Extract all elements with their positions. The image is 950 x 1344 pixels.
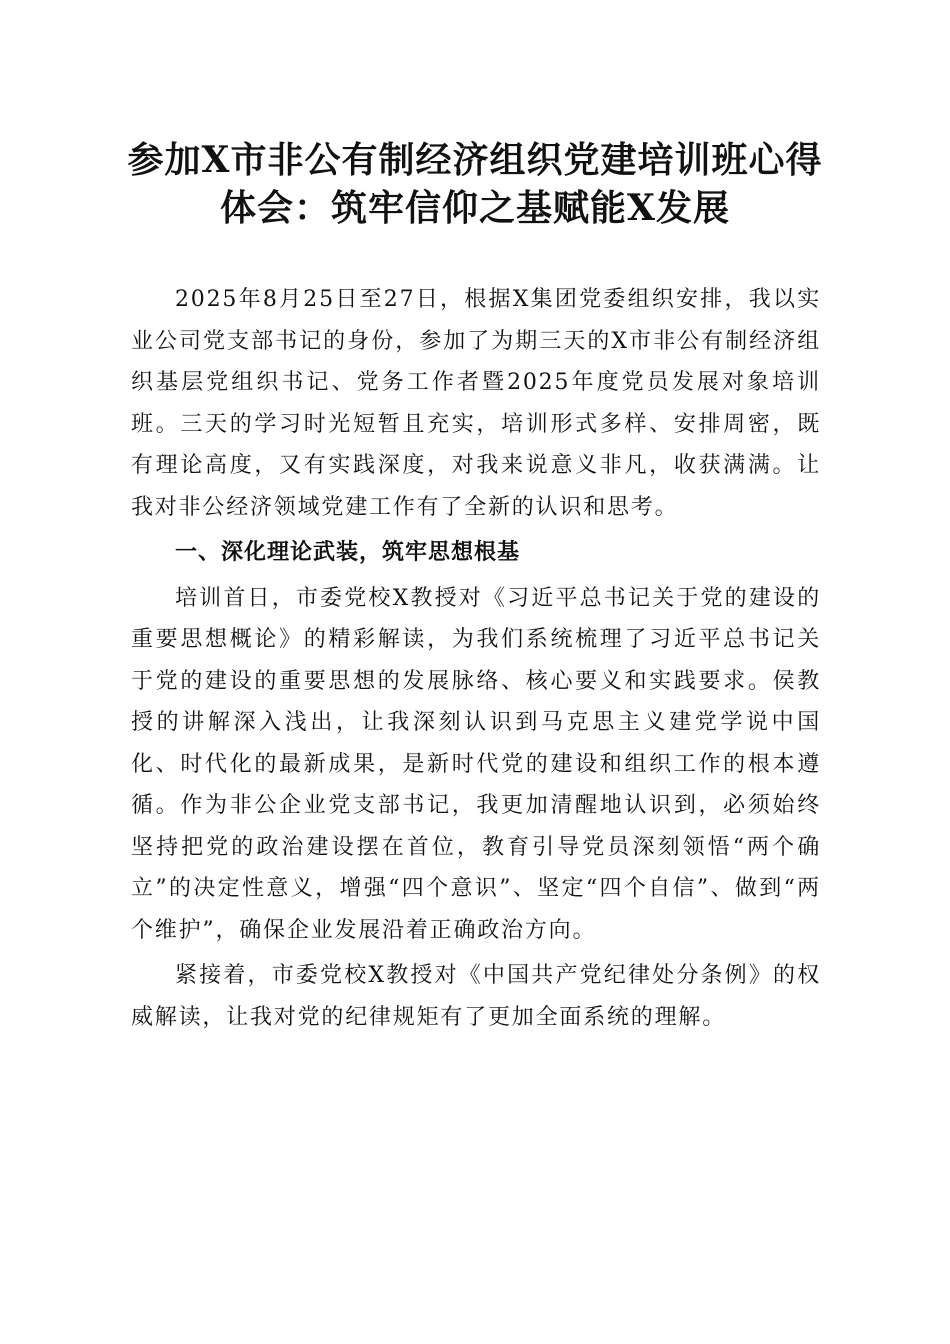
paragraph-intro: 2025年8月25日至27日，根据X集团党委组织安排，我以实业公司党支部书记的身份，参加了为期三天的X市非公有制经济组织基层党组织书记、党务工作者暨2025年度党员发展对象培训班。三天的学习时光短暂且充实，培训形式多样、安排周密，既有理论高度，又有实践深度，对我来说意义非凡，收获满满。让我对非公经济领域党建工作有了全新的认识和思考。 <box>131 287 821 520</box>
section-heading-1: 一、深化理论武装，筑牢思想根基 <box>175 540 521 565</box>
title-line-2: 体会：筑牢信仰之基赋能X发展 <box>220 187 730 229</box>
document-body <box>131 279 821 1038</box>
title-line-1: 参加X市非公有制经济组织党建培训班心得 <box>127 139 823 181</box>
paragraph-theory: 培训首日，市委党校X教授对《习近平总书记关于党的建设的重要思想概论》的精彩解读，为我们系统梳理了习近平总书记关于党的建设的重要思想的发展脉络、核心要义和实践要求。侯教授的讲解深入浅出，让我深刻认识到马克思主义建党学说中国化、时代化的最新成果，是新时代党的建设和组织工作的根本遵循。作为非公企业党支部书记，我更加清醒地认识到，必须始终坚持把党的政治建设摆在首位，教育引导党员深刻领悟“两个确立”的决定性意义，增强“四个意识”、坚定“四个自信”、做到“两个维护”，确保企业发展沿着正确政治方向。 <box>131 585 821 943</box>
document-title <box>100 136 850 232</box>
paragraph-discipline: 紧接着，市委党校X教授对《中国共产党纪律处分条例》的权威解读，让我对党的纪律规矩有了更加全面系统的理解。 <box>131 963 821 1030</box>
